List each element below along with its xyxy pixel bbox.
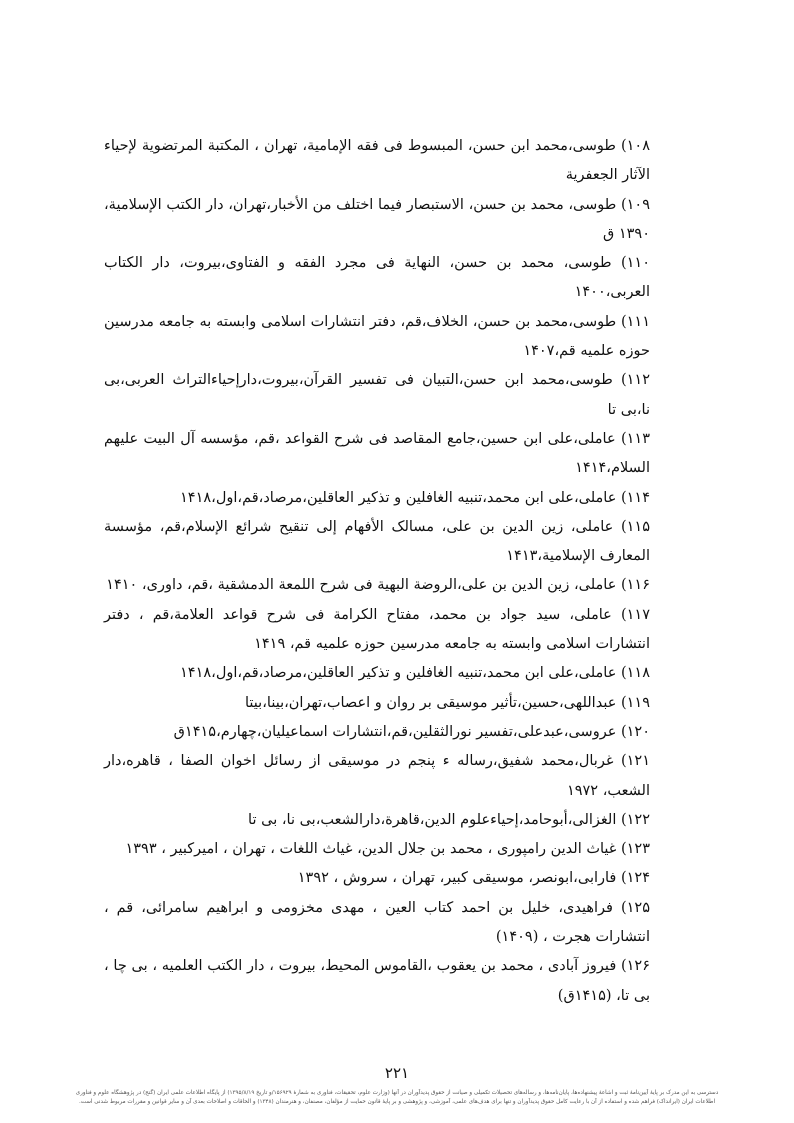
reference-item-120: ١٢٠) عروسی،عبدعلی،تفسیر نورالثقلین،قم،انتشارات اسماعیلیان،چهارم،١۴١۵ق — [173, 723, 650, 740]
reference-item-123: ١٢٣) غیاث الدین رامپوری ، محمد بن جلال الدین، غیاث اللغات ، تهران ، امیرکبیر ، ١٣٩٣ — [125, 841, 650, 858]
reference-item-121: ١٢١) غربال،محمد شفیق،رساله ء پنجم در موسیقی از رسائل اخوان الصفا ، قاهره،دار الشعب، ١٩٧٢ — [104, 753, 650, 799]
reference-item-108: ١٠٨) طوسی،محمد ابن حسن، المبسوط فی فقه الإمامیة، تهران ، المکتبة المرتضویة لإحیاء الآثار الجعفریة — [104, 138, 650, 184]
reference-item-122: ١٢٢) الغزالی،أبوحامد،إحیاءعلوم الدین،قاهرة،دارالشعب،بی نا، بی تا — [248, 811, 650, 828]
reference-item-116: ١١۶) عاملی، زین الدین بن علی،الروضة البهیة فی شرح اللمعة الدمشقیة ،قم، داوری، ١۴١٠ — [106, 577, 650, 594]
reference-item-112: ١١٢) طوسی،محمد ابن حسن،التبیان فی تفسیر القرآن،بیروت،دارإحیاءالتراث العربی،بی نا،بی تا — [104, 372, 650, 418]
footer-line-2: اطلاعات ایران (ایرانداک) فراهم شده و استفاده از آن با رعایت کامل حقوق پدیدآوران و تنها برای هدف‌های علمی، آموزشی، و پژوهشی و بر پایهٔ قانون حمایت از مؤلفان، مصنفان، و هنرمندان (١٣۴٨) و الحاقات و اصلاحات بعدی آن و سایر قوانین و مقررات مربوط شدنی است. — [78, 1098, 716, 1105]
bibliography-list — [104, 132, 650, 1011]
reference-item-124: ١٢۴) فارابی،ابونصر، موسیقی کبیر، تهران ، سروش ، ١٣٩٢ — [297, 870, 650, 887]
copyright-footer — [8, 1089, 786, 1106]
reference-item-126: ١٢۶) فیروز آبادی ، محمد بن یعقوب ،القاموس المحیط، بیروت ، دار الکتب العلمیه ، بی چا ، بی تا، (١۴١۵ق) — [104, 958, 650, 1004]
reference-item-113: ١١٣) عاملی،علی ابن حسین،جامع المقاصد فی شرح القواعد ،قم، مؤسسه آل البیت علیهم السلام،١۴١۴ — [104, 430, 650, 477]
reference-item-119: ١١٩) عبداللهی،حسین،تأثیر موسیقی بر روان و اعصاب،تهران،بینا،بیتا — [245, 694, 650, 711]
reference-item-117: ١١٧) عاملی، سید جواد بن محمد، مفتاح الکرامة فی شرح قواعد العلامة،قم ، دفتر انتشارات اسلامی وابسته به جامعه مدرسین حوزه علمیه قم، ١۴١٩ — [104, 606, 650, 653]
reference-item-118: ١١٨) عاملی،علی ابن محمد،تنبیه الغافلین و تذکیر العاقلین،مرصاد،قم،اول،١۴١٨ — [180, 665, 650, 682]
reference-item-110: ١١٠) طوسی، محمد بن حسن، النهایة فی مجرد الفقه و الفتاوی،بیروت، دار الکتاب العربی،١۴٠٠ — [104, 255, 650, 301]
page-number: ٢٢١ — [384, 1064, 410, 1082]
reference-item-125: ١٢۵) فراهیدی، خلیل بن احمد کتاب العین ، مهدی مخزومی و ابراهیم سامرائی، قم ، انتشارات هجرت ، (١۴٠٩) — [104, 899, 650, 946]
reference-item-111: ١١١) طوسی،محمد بن حسن، الخلاف،قم، دفتر انتشارات اسلامی وابسته به جامعه مدرسین حوزه علمیه قم،١۴٠٧ — [104, 313, 650, 360]
reference-item-114: ١١۴) عاملی،علی ابن محمد،تنبیه الغافلین و تذکیر العاقلین،مرصاد،قم،اول،١۴١٨ — [180, 489, 650, 506]
reference-item-115: ١١۵) عاملی، زین الدین بن علی، مسالک الأفهام إلی تنقیح شرائع الإسلام،قم، مؤسسة المعارف الإسلامیة،١۴١٣ — [104, 518, 650, 565]
reference-item-109: ١٠٩) طوسی، محمد بن حسن، الاستبصار فیما اختلف من الأخبار،تهران، دار الکتب الإسلامیة، ١٣٩٠ ق — [104, 196, 650, 242]
footer-line-1: دسترسی به این مدرک بر پایهٔ آیین‌نامهٔ ثبت و اشاعهٔ پیشنهاده‌ها، پایان‌نامه‌ها، و رساله‌های تحصیلات تکمیلی و صیانت از حقوق پدیدآوران در آنها (وزارت علوم، تحقیقات، فناوری به شمارهٔ ١۵۶٩٢٩/و تاریخ ١٣٩۵/٨/١٩) از پایگاه اطلاعات علمی ایران (گنج) در پژوهشگاه علوم و فناوری — [75, 1090, 719, 1096]
